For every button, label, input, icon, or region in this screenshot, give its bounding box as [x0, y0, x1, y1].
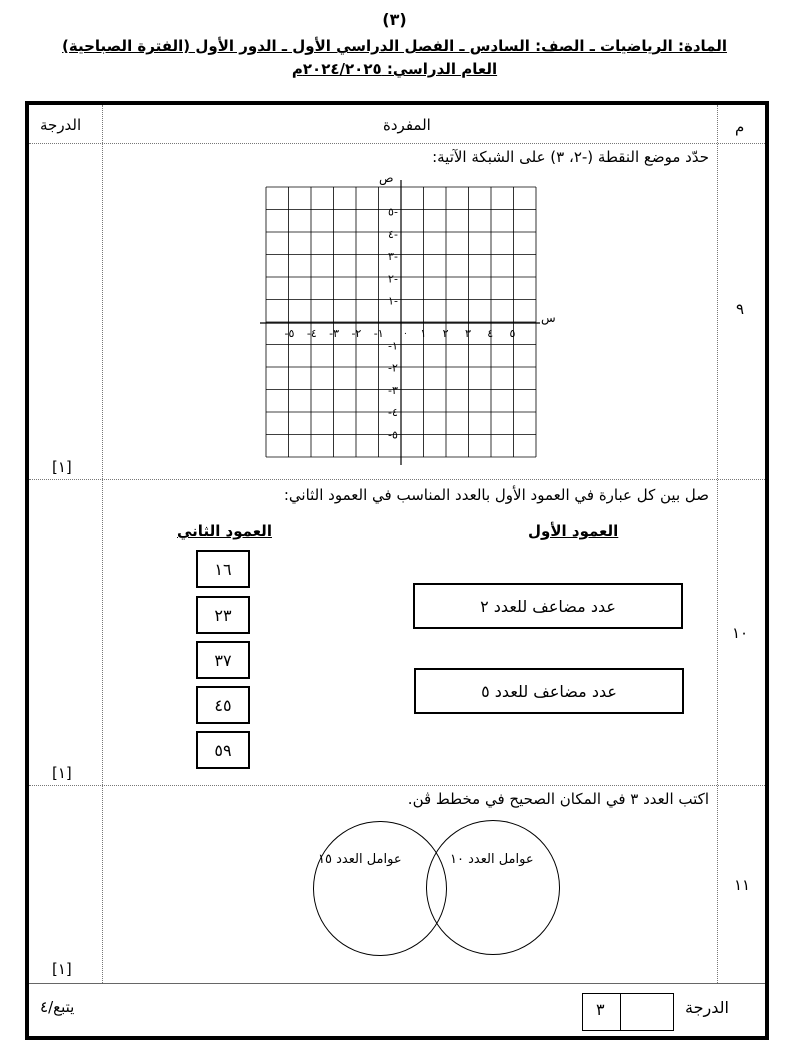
question-number: ٩: [736, 300, 745, 318]
x-tick-label: ٢: [442, 327, 449, 340]
y-tick-label: -٣: [388, 383, 398, 397]
column-divider: [102, 105, 103, 983]
item-column-header: المفردة: [383, 116, 431, 134]
question-score: [١]: [52, 960, 72, 978]
column-divider: [717, 105, 718, 983]
question-score: [١]: [52, 764, 72, 782]
y-tick-label: -١: [388, 339, 398, 353]
question-number: ١٠: [732, 624, 749, 642]
x-tick-label: -٥: [284, 327, 295, 340]
origin-label: ٠: [403, 329, 408, 339]
y-tick-label: ٤-: [388, 227, 398, 241]
y-tick-label: -٢: [388, 361, 398, 375]
row-divider: [29, 479, 765, 480]
x-tick-label: ٥: [509, 327, 516, 340]
continue-note: يتبع/٤: [40, 998, 75, 1016]
number-column-header: م: [735, 118, 745, 136]
statement-box[interactable]: عدد مضاعف للعدد ٢: [413, 583, 683, 629]
column-two-title: العمود الثاني: [177, 522, 272, 540]
question-text: حدّد موضع النقطة (-٢، ٣) على الشبكة الآتية:: [432, 148, 709, 166]
student-score-field[interactable]: [676, 1000, 711, 1022]
number-box[interactable]: ٣٧: [196, 641, 250, 679]
score-column-header: الدرجة: [40, 116, 82, 134]
y-tick-label: -٥: [388, 428, 398, 442]
coordinate-grid[interactable]: [255, 170, 560, 470]
y-tick-label: ١-: [388, 294, 398, 308]
x-tick-label: -١: [373, 327, 384, 340]
x-tick-label: ١: [420, 327, 427, 340]
y-axis-label: ص: [379, 171, 394, 185]
venn-circle-10[interactable]: [426, 820, 560, 955]
number-box[interactable]: ٤٥: [196, 686, 250, 724]
venn-label-15: عوامل العدد ١٥: [318, 852, 402, 867]
number-box[interactable]: ٢٣: [196, 596, 250, 634]
academic-year: العام الدراسي: ٢٠٢٤/٢٠٢٥م: [291, 60, 498, 78]
number-box[interactable]: ١٦: [196, 550, 250, 588]
x-axis-label: س: [541, 311, 556, 325]
row-divider: [29, 983, 765, 984]
y-tick-label: -٤: [388, 406, 398, 420]
question-score: [١]: [52, 458, 72, 476]
question-text: اكتب العدد ٣ في المكان الصحيح في مخطط ڤن.: [407, 790, 709, 808]
y-tick-label: ٥-: [388, 205, 398, 219]
x-tick-label: -٣: [329, 327, 340, 340]
total-score-label: الدرجة: [685, 998, 729, 1017]
row-divider: [29, 785, 765, 786]
venn-label-10: عوامل العدد ١٠: [450, 852, 534, 867]
number-box[interactable]: ٥٩: [196, 731, 250, 769]
x-tick-label: -٤: [306, 327, 317, 340]
x-tick-label: ٤: [487, 327, 494, 340]
question-text: صل بين كل عبارة في العمود الأول بالعدد المناسب في العمود الثاني:: [283, 486, 709, 504]
column-one-title: العمود الأول: [528, 522, 619, 540]
question-number: ١١: [734, 876, 751, 894]
exam-title: المادة: الرياضيات ـ الصف: السادس ـ الفصل الدراسي الأول ـ الدور الأول (الفترة الصباحية): [62, 37, 727, 55]
total-score-value: ٣: [596, 1000, 605, 1019]
page-number: (٣): [382, 10, 407, 29]
x-tick-label: -٢: [351, 327, 362, 340]
statement-box[interactable]: عدد مضاعف للعدد ٥: [414, 668, 684, 714]
y-tick-label: ٢-: [388, 272, 398, 286]
y-tick-label: ٣-: [388, 250, 398, 264]
row-divider: [29, 143, 765, 144]
x-tick-label: ٣: [464, 327, 471, 340]
